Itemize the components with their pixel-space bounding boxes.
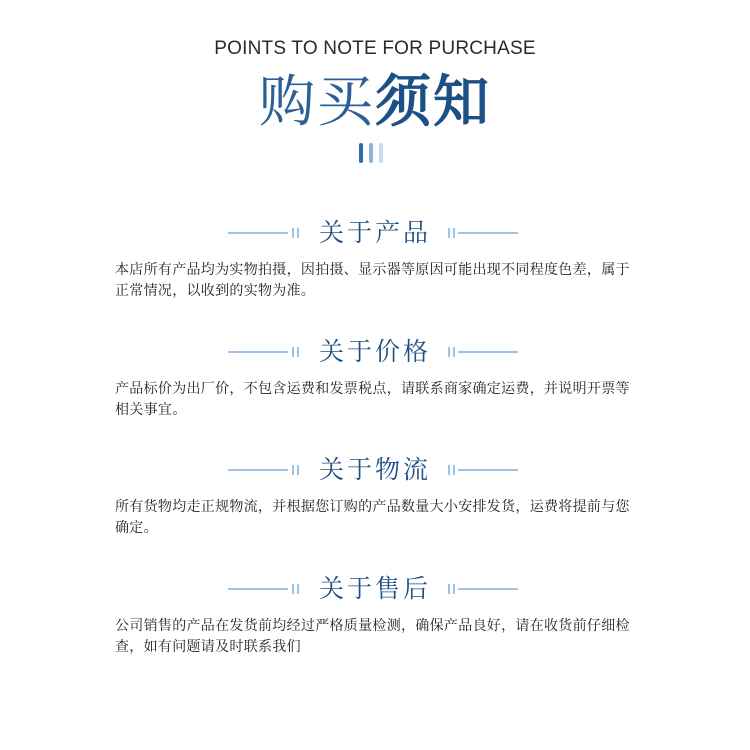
section-header: [0, 335, 750, 369]
bar-dark: [359, 143, 363, 163]
section-title: 关于价格: [318, 337, 431, 366]
section-header: [0, 216, 750, 250]
section-body: 产品标价为出厂价，不包含运费和发票税点，请联系商家确定运费，并说明开票等相关事宜。: [115, 381, 630, 418]
divider-right: [448, 468, 520, 472]
divider-right: [448, 231, 520, 235]
divider-right: [448, 587, 520, 591]
section-title: 关于售后: [318, 574, 431, 603]
section-title: 关于产品: [318, 218, 431, 247]
bar-mid: [369, 143, 373, 163]
page-subtitle: POINTS TO NOTE FOR PURCHASE: [214, 38, 536, 59]
page-title-bold: 须知: [375, 70, 491, 135]
page-title: [0, 70, 750, 136]
decorative-bars: [359, 143, 391, 165]
section-body: 公司销售的产品在发货前均经过严格质量检测，确保产品良好，请在收货前仔细检查，如有问题请及时联系我们: [115, 618, 630, 655]
section-body: 本店所有产品均为实物拍摄，因拍摄、显示器等原因可能出现不同程度色差，属于正常情况，以收到的实物为准。: [115, 262, 630, 299]
page-title-light: 购买: [259, 70, 375, 135]
section-body: 所有货物均走正规物流，并根据您订购的产品数量大小安排发货，运费将提前与您确定。: [115, 499, 630, 536]
header: [0, 0, 750, 180]
bar-light: [379, 143, 383, 163]
divider-right: [448, 350, 520, 354]
section-header: [0, 453, 750, 487]
section-title: 关于物流: [318, 455, 431, 484]
section-header: [0, 572, 750, 606]
